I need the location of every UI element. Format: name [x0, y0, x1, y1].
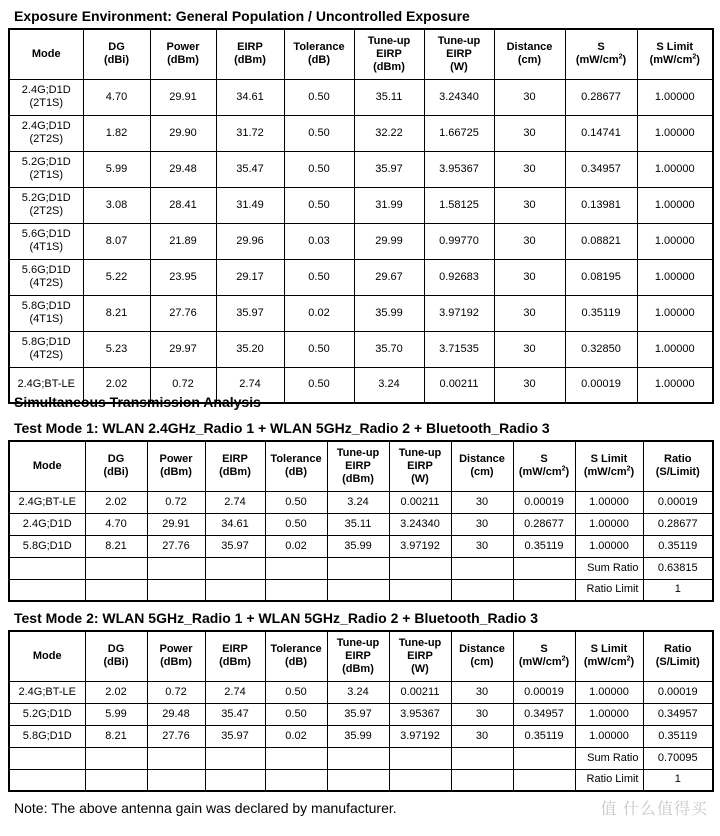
- table-cell: 0.13981: [565, 187, 637, 223]
- table-cell: 1: [643, 769, 713, 791]
- table-cell: [327, 747, 389, 769]
- table-cell: 0.08821: [565, 223, 637, 259]
- table-cell: 8.07: [83, 223, 150, 259]
- table-cell: [513, 557, 575, 579]
- table-cell: [265, 747, 327, 769]
- table-cell: 8.21: [85, 535, 147, 557]
- table-cell: 0.02: [265, 725, 327, 747]
- table-cell: [205, 769, 265, 791]
- table-cell: 1: [643, 579, 713, 601]
- table-cell: 0.28677: [565, 79, 637, 115]
- table-cell: [147, 769, 205, 791]
- table-cell: 0.35119: [643, 535, 713, 557]
- table-cell: 5.99: [83, 151, 150, 187]
- header-cell: Mode: [9, 29, 83, 79]
- table-cell: 30: [494, 295, 565, 331]
- table-cell: 1.00000: [575, 513, 643, 535]
- header-cell: Tune-up EIRP (W): [389, 441, 451, 491]
- table-cell: 3.08: [83, 187, 150, 223]
- table-row: [9, 535, 713, 557]
- summary-row: [9, 747, 713, 769]
- table-cell: [327, 769, 389, 791]
- header-cell: Tolerance (dB): [284, 29, 354, 79]
- table-cell: [9, 769, 85, 791]
- table-cell: [389, 747, 451, 769]
- header-cell: S $(mW/cm^2)$: [565, 29, 637, 79]
- summary-row: [9, 579, 713, 601]
- table-cell: 1.58125: [424, 187, 494, 223]
- exposure-table-body: [9, 29, 713, 403]
- table-cell: 30: [451, 535, 513, 557]
- table-cell: 0.99770: [424, 223, 494, 259]
- table-row: [9, 259, 713, 295]
- table-cell: 35.11: [354, 79, 424, 115]
- table-cell: 3.24340: [424, 79, 494, 115]
- table-cell: 1.00000: [637, 187, 713, 223]
- table-cell: 35.20: [216, 331, 284, 367]
- table-cell: 35.97: [216, 295, 284, 331]
- exposure-table: [8, 28, 714, 404]
- exposure-heading: Exposure Environment: General Population / Uncontrolled Exposure: [14, 8, 470, 24]
- header-cell: Mode: [9, 441, 85, 491]
- table-row: [9, 223, 713, 259]
- table-cell: 0.50: [284, 259, 354, 295]
- table-cell: [389, 557, 451, 579]
- table-cell: 31.99: [354, 187, 424, 223]
- table-cell: 2.74: [205, 681, 265, 703]
- table-cell: [265, 557, 327, 579]
- table-cell: 0.02: [284, 295, 354, 331]
- table-cell: 30: [494, 367, 565, 403]
- table-cell: 35.70: [354, 331, 424, 367]
- table-cell: [85, 769, 147, 791]
- table-cell: 35.97: [354, 151, 424, 187]
- table-cell: 5.22: [83, 259, 150, 295]
- table-cell: 30: [451, 725, 513, 747]
- table-cell: 2.4G;BT-LE: [9, 681, 85, 703]
- header-cell: DG (dBi): [83, 29, 150, 79]
- table-cell: 0.50: [284, 331, 354, 367]
- test-mode-1-header-row: [9, 441, 713, 491]
- table-cell: 35.97: [205, 725, 265, 747]
- table-cell: 31.72: [216, 115, 284, 151]
- table-cell: 1.00000: [637, 79, 713, 115]
- table-cell: 1.00000: [575, 491, 643, 513]
- simultaneous-heading: Simultaneous Transmission Analysis: [14, 394, 261, 410]
- table-cell: 0.00211: [389, 491, 451, 513]
- table-cell: 29.48: [150, 151, 216, 187]
- table-cell: 0.02: [265, 535, 327, 557]
- table-cell: [513, 769, 575, 791]
- table-cell: 27.76: [147, 535, 205, 557]
- header-cell: DG (dBi): [85, 631, 147, 681]
- table-cell: 0.92683: [424, 259, 494, 295]
- test-mode-2-title: Test Mode 2: WLAN 5GHz_Radio 1 + WLAN 5GHz_Radio 2 + Bluetooth_Radio 3: [14, 610, 539, 626]
- table-cell: 0.72: [150, 367, 216, 403]
- header-cell: EIRP (dBm): [205, 631, 265, 681]
- table-cell: 35.97: [327, 703, 389, 725]
- table-cell: 23.95: [150, 259, 216, 295]
- exposure-header-row: [9, 29, 713, 79]
- table-cell: 0.50: [284, 187, 354, 223]
- summary-row: [9, 769, 713, 791]
- table-cell: 1.66725: [424, 115, 494, 151]
- table-cell: [147, 557, 205, 579]
- table-cell: 5.6G;D1D (4T1S): [9, 223, 83, 259]
- table-cell: 0.50: [284, 79, 354, 115]
- header-cell: Mode: [9, 631, 85, 681]
- table-cell: 0.00019: [643, 491, 713, 513]
- table-cell: 2.74: [205, 491, 265, 513]
- table-cell: 2.4G;BT-LE: [9, 367, 83, 403]
- table-cell: 30: [494, 115, 565, 151]
- table-row: [9, 187, 713, 223]
- test-mode-1-body: [9, 441, 713, 601]
- summary-row: [9, 557, 713, 579]
- header-cell: Power (dBm): [147, 441, 205, 491]
- table-cell: 0.00019: [565, 367, 637, 403]
- header-cell: DG (dBi): [85, 441, 147, 491]
- table-cell: 4.70: [85, 513, 147, 535]
- table-cell: [327, 557, 389, 579]
- table-cell: 30: [494, 331, 565, 367]
- table-cell: 1.00000: [637, 223, 713, 259]
- table-cell: 0.50: [265, 681, 327, 703]
- table-cell: 30: [494, 223, 565, 259]
- table-cell: 0.00211: [424, 367, 494, 403]
- table-cell: 1.00000: [575, 703, 643, 725]
- header-cell: S Limit $(mW/cm^2)$: [575, 441, 643, 491]
- table-cell: [9, 579, 85, 601]
- table-cell: 21.89: [150, 223, 216, 259]
- table-cell: [451, 747, 513, 769]
- table-cell: [513, 579, 575, 601]
- table-cell: 0.14741: [565, 115, 637, 151]
- table-cell: 29.48: [147, 703, 205, 725]
- table-cell: 0.50: [265, 703, 327, 725]
- header-cell: Tune-up EIRP (dBm): [354, 29, 424, 79]
- header-cell: Tune-up EIRP (dBm): [327, 631, 389, 681]
- header-cell: Tolerance (dB): [265, 631, 327, 681]
- table-cell: 0.32850: [565, 331, 637, 367]
- header-cell: Ratio (S/Limit): [643, 631, 713, 681]
- table-cell: 0.00019: [513, 681, 575, 703]
- header-cell: S Limit $(mW/cm^2)$: [637, 29, 713, 79]
- table-cell: [389, 769, 451, 791]
- table-cell: 30: [494, 151, 565, 187]
- table-cell: 8.21: [83, 295, 150, 331]
- table-cell: 0.50: [284, 367, 354, 403]
- table-cell: 29.97: [150, 331, 216, 367]
- table-cell: 3.24: [327, 491, 389, 513]
- table-row: [9, 151, 713, 187]
- table-cell: 29.91: [147, 513, 205, 535]
- table-cell: 0.35119: [565, 295, 637, 331]
- table-cell: 5.8G;D1D (4T1S): [9, 295, 83, 331]
- table-cell: 5.8G;D1D: [9, 725, 85, 747]
- table-cell: 30: [451, 491, 513, 513]
- table-cell: 35.47: [205, 703, 265, 725]
- table-cell: 3.24: [327, 681, 389, 703]
- table-cell: 2.4G;D1D (2T2S): [9, 115, 83, 151]
- table-cell: 34.61: [216, 79, 284, 115]
- header-cell: EIRP (dBm): [216, 29, 284, 79]
- table-cell: 3.24: [354, 367, 424, 403]
- table-cell: 5.99: [85, 703, 147, 725]
- table-cell: 29.90: [150, 115, 216, 151]
- table-cell: [513, 747, 575, 769]
- table-cell: [9, 747, 85, 769]
- table-row: [9, 703, 713, 725]
- table-cell: 0.35119: [513, 535, 575, 557]
- table-cell: 0.35119: [513, 725, 575, 747]
- table-cell: 0.28677: [643, 513, 713, 535]
- header-cell: S $(mW/cm^2)$: [513, 441, 575, 491]
- table-cell: 35.97: [205, 535, 265, 557]
- header-cell: Tune-up EIRP (dBm): [327, 441, 389, 491]
- table-cell: 35.11: [327, 513, 389, 535]
- table-cell: 5.2G;D1D (2T2S): [9, 187, 83, 223]
- table-cell: 30: [494, 187, 565, 223]
- table-cell: 1.00000: [637, 259, 713, 295]
- table-cell: 2.4G;D1D: [9, 513, 85, 535]
- table-cell: 0.72: [147, 681, 205, 703]
- table-cell: [205, 579, 265, 601]
- table-cell: 2.02: [85, 681, 147, 703]
- table-cell: 1.00000: [637, 115, 713, 151]
- table-cell: 30: [494, 259, 565, 295]
- table-cell: [205, 747, 265, 769]
- table-cell: 1.00000: [637, 367, 713, 403]
- table-cell: 1.00000: [575, 535, 643, 557]
- table-cell: 0.50: [265, 491, 327, 513]
- table-row: [9, 115, 713, 151]
- table-cell: Sum Ratio: [575, 747, 643, 769]
- header-cell: Distance (cm): [451, 631, 513, 681]
- table-row: [9, 331, 713, 367]
- table-cell: 2.02: [83, 367, 150, 403]
- table-cell: 0.50: [284, 115, 354, 151]
- table-cell: [451, 579, 513, 601]
- header-cell: Tune-up EIRP (W): [389, 631, 451, 681]
- table-cell: 0.08195: [565, 259, 637, 295]
- table-cell: 32.22: [354, 115, 424, 151]
- table-cell: 2.4G;BT-LE: [9, 491, 85, 513]
- table-cell: 0.28677: [513, 513, 575, 535]
- table-cell: 1.00000: [575, 681, 643, 703]
- table-cell: 3.95367: [424, 151, 494, 187]
- table-cell: [9, 557, 85, 579]
- table-cell: 0.34957: [643, 703, 713, 725]
- table-cell: [147, 747, 205, 769]
- table-cell: 1.00000: [637, 295, 713, 331]
- table-cell: 31.49: [216, 187, 284, 223]
- table-cell: [85, 579, 147, 601]
- table-cell: 35.99: [354, 295, 424, 331]
- table-cell: [205, 557, 265, 579]
- table-cell: [327, 579, 389, 601]
- test-mode-1-title: Test Mode 1: WLAN 2.4GHz_Radio 1 + WLAN 5GHz_Radio 2 + Bluetooth_Radio 3: [14, 420, 550, 436]
- table-cell: 0.50: [284, 151, 354, 187]
- table-row: [9, 513, 713, 535]
- table-cell: 28.41: [150, 187, 216, 223]
- table-cell: 5.8G;D1D (4T2S): [9, 331, 83, 367]
- table-row: [9, 491, 713, 513]
- table-row: [9, 79, 713, 115]
- table-cell: 0.72: [147, 491, 205, 513]
- table-cell: [265, 769, 327, 791]
- table-cell: 35.99: [327, 535, 389, 557]
- table-cell: 2.02: [85, 491, 147, 513]
- header-cell: Power (dBm): [147, 631, 205, 681]
- header-cell: Tune-up EIRP (W): [424, 29, 494, 79]
- table-cell: [451, 557, 513, 579]
- table-cell: 29.91: [150, 79, 216, 115]
- table-cell: 1.82: [83, 115, 150, 151]
- table-cell: 29.17: [216, 259, 284, 295]
- table-row: [9, 295, 713, 331]
- table-cell: [85, 747, 147, 769]
- table-cell: 1.00000: [575, 725, 643, 747]
- table-cell: 5.2G;D1D (2T1S): [9, 151, 83, 187]
- table-cell: 0.00211: [389, 681, 451, 703]
- table-cell: 30: [451, 703, 513, 725]
- table-cell: 4.70: [83, 79, 150, 115]
- table-cell: 0.34957: [513, 703, 575, 725]
- table-cell: 35.47: [216, 151, 284, 187]
- table-cell: 2.74: [216, 367, 284, 403]
- table-cell: 3.97192: [424, 295, 494, 331]
- table-cell: 29.99: [354, 223, 424, 259]
- table-cell: 0.50: [265, 513, 327, 535]
- footnote: Note: The above antenna gain was declared by manufacturer.: [14, 800, 397, 816]
- table-cell: 5.6G;D1D (4T2S): [9, 259, 83, 295]
- table-row: [9, 725, 713, 747]
- table-cell: 30: [494, 79, 565, 115]
- table-cell: Ratio Limit: [575, 769, 643, 791]
- table-cell: 27.76: [147, 725, 205, 747]
- header-cell: Power (dBm): [150, 29, 216, 79]
- table-cell: 3.97192: [389, 535, 451, 557]
- table-cell: [85, 557, 147, 579]
- table-cell: 3.95367: [389, 703, 451, 725]
- table-cell: [147, 579, 205, 601]
- table-cell: 0.00019: [643, 681, 713, 703]
- table-cell: 5.8G;D1D: [9, 535, 85, 557]
- header-cell: EIRP (dBm): [205, 441, 265, 491]
- table-cell: [451, 769, 513, 791]
- table-cell: [265, 579, 327, 601]
- test-mode-2-header-row: [9, 631, 713, 681]
- table-cell: 8.21: [85, 725, 147, 747]
- table-cell: 30: [451, 513, 513, 535]
- header-cell: Distance (cm): [451, 441, 513, 491]
- table-row: [9, 681, 713, 703]
- table-cell: 1.00000: [637, 331, 713, 367]
- table-cell: 0.34957: [565, 151, 637, 187]
- header-cell: Ratio (S/Limit): [643, 441, 713, 491]
- table-cell: 1.00000: [637, 151, 713, 187]
- header-cell: S Limit $(mW/cm^2)$: [575, 631, 643, 681]
- test-mode-1-table: [8, 440, 714, 602]
- table-cell: 0.70095: [643, 747, 713, 769]
- table-cell: 0.63815: [643, 557, 713, 579]
- table-cell: 3.71535: [424, 331, 494, 367]
- table-cell: 5.2G;D1D: [9, 703, 85, 725]
- table-cell: 29.67: [354, 259, 424, 295]
- watermark: 值 什么值得买: [600, 801, 708, 818]
- table-cell: Sum Ratio: [575, 557, 643, 579]
- table-cell: 0.35119: [643, 725, 713, 747]
- table-cell: 34.61: [205, 513, 265, 535]
- header-cell: Distance (cm): [494, 29, 565, 79]
- table-cell: Ratio Limit: [575, 579, 643, 601]
- table-cell: 3.24340: [389, 513, 451, 535]
- test-mode-2-body: [9, 631, 713, 791]
- table-cell: 0.00019: [513, 491, 575, 513]
- table-cell: 3.97192: [389, 725, 451, 747]
- table-cell: 29.96: [216, 223, 284, 259]
- table-cell: 5.23: [83, 331, 150, 367]
- header-cell: S $(mW/cm^2)$: [513, 631, 575, 681]
- test-mode-2-table: [8, 630, 714, 792]
- table-cell: [389, 579, 451, 601]
- table-cell: 27.76: [150, 295, 216, 331]
- table-cell: 0.03: [284, 223, 354, 259]
- table-cell: 35.99: [327, 725, 389, 747]
- table-cell: 2.4G;D1D (2T1S): [9, 79, 83, 115]
- table-cell: 30: [451, 681, 513, 703]
- header-cell: Tolerance (dB): [265, 441, 327, 491]
